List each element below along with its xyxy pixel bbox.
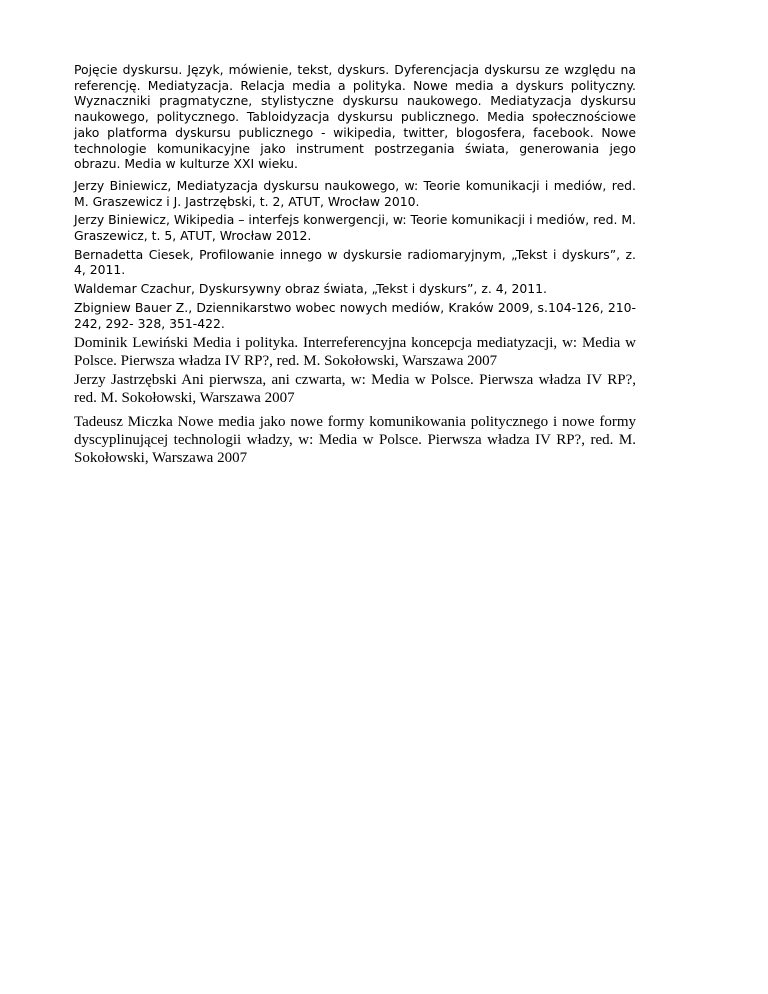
- reference-item: Jerzy Biniewicz, Wikipedia – interfejs konwergencji, w: Teorie komunikacji i mediów, red. M. Graszewicz, t. 5, ATUT, Wrocław 2012.: [74, 212, 636, 244]
- reference-list: [74, 178, 636, 467]
- reference-item: Jerzy Jastrzębski Ani pierwsza, ani czwarta, w: Media w Polsce. Pierwsza władza IV RP?, red. M. Sokołowski, Warszawa 2007: [74, 372, 636, 407]
- intro-paragraph: Pojęcie dyskursu. Język, mówienie, tekst, dyskurs. Dyferencjacja dyskursu ze względu na referencję. Mediatyzacja. Relacja media a polityka. Nowe media a dyskurs polityczny. Wyznaczniki pragmatyczne, stylistyczne dyskursu naukowego. Mediatyzacja dyskursu naukowego, politycznego. Tabloidyzacja dyskursu publicznego. Media społecznościowe jako platforma dyskursu publicznego - wikipedia, twitter, blogosfera, facebook. Nowe technologie komunikacyjne jako instrument postrzegania świata, generowania jego obrazu. Media w kulturze XXI wieku.: [74, 62, 636, 172]
- reference-item: Bernadetta Ciesek, Profilowanie innego w dyskursie radiomaryjnym, „Tekst i dyskurs”, z. 4, 2011.: [74, 246, 636, 278]
- reference-item: Tadeusz Miczka Nowe media jako nowe formy komunikowania politycznego i nowe formy dyscyplinującej technologii władzy, w: Media w Polsce. Pierwsza władza IV RP?, red. M. Sokołowski, Warszawa 2007: [74, 414, 636, 467]
- reference-item: Jerzy Biniewicz, Mediatyzacja dyskursu naukowego, w: Teorie komunikacji i mediów, red. M. Graszewicz i J. Jastrzębski, t. 2, ATUT, Wrocław 2010.: [74, 177, 636, 209]
- reference-item: Waldemar Czachur, Dyskursywny obraz świata, „Tekst i dyskurs”, z. 4, 2011.: [74, 281, 547, 297]
- document-page: [74, 62, 636, 468]
- reference-item: Dominik Lewiński Media i polityka. Interreferencyjna koncepcja mediatyzacji, w: Media w Polsce. Pierwsza władza IV RP?, red. M. Sokołowski, Warszawa 2007: [74, 335, 636, 370]
- reference-item: Zbigniew Bauer Z., Dziennikarstwo wobec nowych mediów, Kraków 2009, s.104-126, 210-242, 292- 328, 351-422.: [74, 299, 636, 331]
